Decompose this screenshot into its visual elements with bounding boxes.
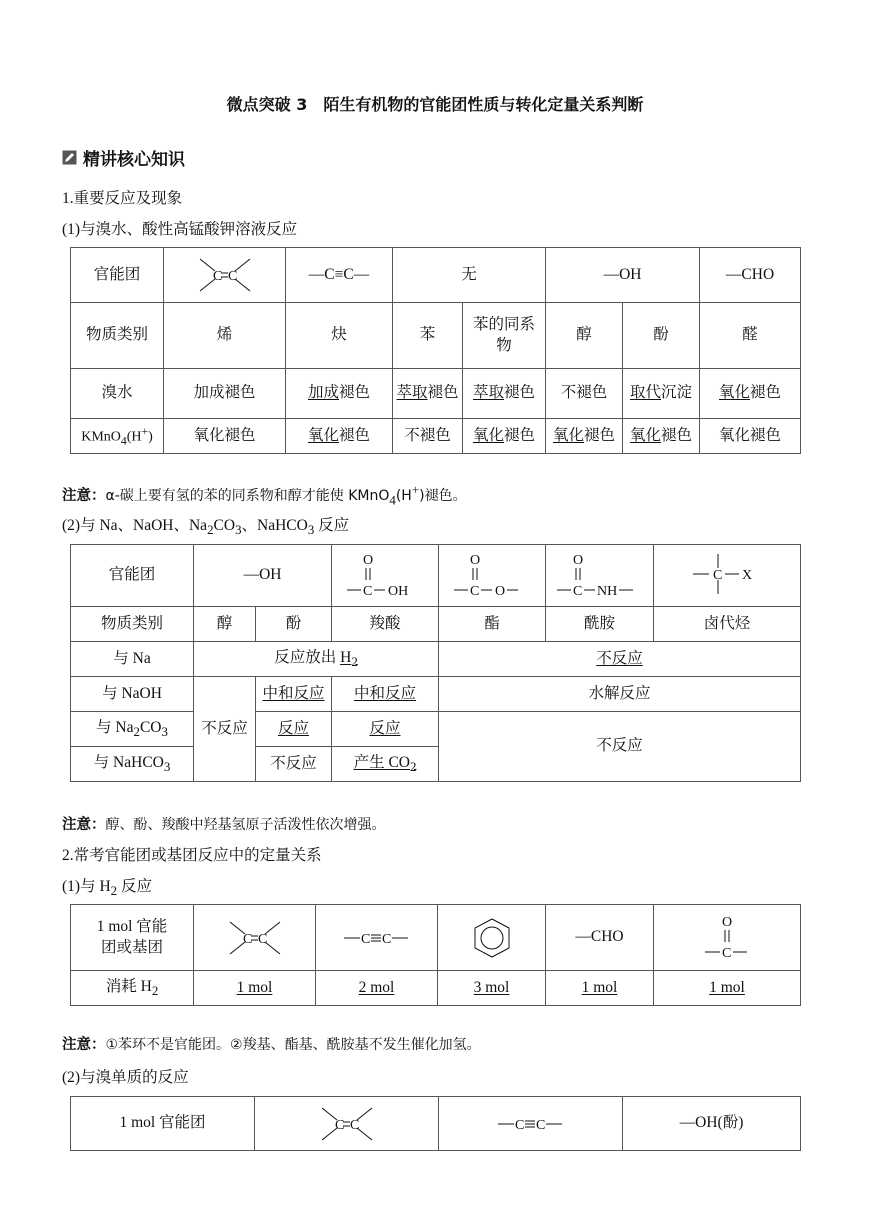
table-row [71, 677, 801, 712]
table-cell: 羧酸 [332, 607, 439, 642]
table-cell: 烯 [164, 303, 286, 369]
table-cell: 不反应 [439, 642, 801, 677]
amide-structure-cell [546, 545, 654, 607]
note-1: 注意：α-碳上要有氢的苯的同系物和醇才能使 KMnO$_4$(H+)褪色。 [62, 482, 467, 508]
svg-text:C: C [470, 583, 480, 599]
table-cell: 苯 [393, 303, 463, 369]
table-row [71, 419, 801, 454]
header-cell: 1 mol 官能团 [71, 1097, 255, 1151]
table-cell: 氧化褪色 [700, 419, 801, 454]
halide-group-icon [687, 550, 767, 602]
table-cell: 酚 [623, 303, 700, 369]
hydroxyl-cell: —OH [546, 248, 700, 303]
table-row [71, 303, 801, 369]
table-bromine-kmno4 [70, 247, 801, 454]
table-cell: 酰胺 [546, 607, 654, 642]
svg-text:NH: NH [596, 583, 617, 599]
alkyne-triple-bond-icon [496, 1114, 566, 1134]
header-cell: 消耗 $H_2$ [71, 971, 194, 1006]
svg-text:C: C [360, 931, 370, 947]
svg-text:O: O [495, 583, 506, 599]
paragraph-1: 1.重要反应及现象 [62, 190, 183, 207]
table-cell: 反应 [256, 712, 332, 747]
svg-text:C: C [722, 945, 732, 961]
table-row [71, 1097, 801, 1151]
aldehyde-cell: —CHO [546, 905, 654, 971]
svg-text:C: C [212, 269, 222, 284]
table-cell: 反应 [332, 712, 439, 747]
table-row [71, 712, 801, 747]
svg-text:C: C [535, 1117, 545, 1133]
paragraph-2-sub1: (1)与 $H_2$ 反应 [62, 878, 152, 899]
table-cell: 炔 [286, 303, 393, 369]
table-cell: 加成褪色 [286, 369, 393, 419]
svg-text:C: C [257, 931, 267, 947]
benzene-ring-icon [472, 916, 512, 960]
phenol-cell: —OH(酚) [623, 1097, 801, 1151]
header-cell: 官能团 [71, 248, 164, 303]
table-cell: 萃取褪色 [463, 369, 546, 419]
svg-text:C: C [334, 1117, 344, 1133]
alkyne-triple-bond-icon [342, 928, 412, 948]
svg-text:C: C [349, 1117, 359, 1133]
carboxyl-structure-cell [332, 545, 439, 607]
alkyne-structure-cell [439, 1097, 623, 1151]
header-cell: 物质类别 [71, 607, 194, 642]
header-cell: 官能团 [71, 545, 194, 607]
header-cell: KMnO$_4$(H+) [71, 419, 164, 454]
table-cell: 苯的同系物 [463, 303, 546, 369]
header-cell: 1 mol 官能 团或基团 [71, 905, 194, 971]
table-row [71, 607, 801, 642]
table-cell: 1 mol [654, 971, 801, 1006]
header-cell: 溴水 [71, 369, 164, 419]
paragraph-2-sub2: (2)与溴单质的反应 [62, 1069, 189, 1086]
aldehyde-cell: —CHO [700, 248, 801, 303]
amide-group-icon [555, 550, 645, 602]
table-row [71, 905, 801, 971]
table-cell: 1 mol [194, 971, 316, 1006]
svg-text:O: O [363, 552, 374, 568]
hydroxyl-cell: —OH [194, 545, 332, 607]
table-cell: 氧化褪色 [164, 419, 286, 454]
paragraph-1-sub2: (2)与 Na、NaOH、$Na_2CO_3$、NaHCO$_3$ 反应 [62, 517, 350, 538]
svg-text:X: X [742, 567, 753, 583]
carboxyl-group-icon [345, 550, 425, 602]
table-cell: 反应放出 $H_2$ [194, 642, 439, 677]
table-cell: 水解反应 [439, 677, 801, 712]
table-hydrogen [70, 904, 801, 1006]
svg-text:O: O [722, 914, 733, 930]
alkene-structure-cell [164, 248, 286, 303]
table-cell: 醛 [700, 303, 801, 369]
table-cell: 1 mol [546, 971, 654, 1006]
carbonyl-structure-cell [654, 905, 801, 971]
table-cell: 氧化褪色 [546, 419, 623, 454]
table-cell: 酚 [256, 607, 332, 642]
alkyne-cell: —C≡C— [286, 248, 393, 303]
table-cell: 不反应 [194, 677, 256, 782]
page-title: 微点突破 3 陌生有机物的官能团性质与转化定量关系判断 [226, 95, 644, 114]
svg-text:C: C [381, 931, 391, 947]
table-cell: 2 mol [316, 971, 438, 1006]
note-2: 注意：醇、酚、羧酸中羟基氢原子活泼性依次增强。 [62, 817, 386, 833]
halide-structure-cell [654, 545, 801, 607]
note-3: 注意：①苯环不是官能团。②羧基、酯基、酰胺基不发生催化加氢。 [62, 1037, 481, 1053]
svg-text:O: O [572, 552, 583, 568]
table-row [71, 369, 801, 419]
table-cell: 氧化褪色 [463, 419, 546, 454]
table-cell: 萃取褪色 [393, 369, 463, 419]
svg-text:C: C [572, 583, 582, 599]
table-cell: 产生 $CO_2$ [332, 747, 439, 782]
header-cell: 与 $Na_2CO_3$ [71, 712, 194, 747]
table-cell: 酯 [439, 607, 546, 642]
pencil-box-icon [62, 150, 77, 165]
benzene-ring-cell [438, 905, 546, 971]
table-bromine [70, 1096, 801, 1151]
table-na-naoh [70, 544, 801, 782]
table-row [71, 545, 801, 607]
alkyne-structure-cell [316, 905, 438, 971]
table-row [71, 971, 801, 1006]
alkene-double-bond-icon [220, 916, 290, 960]
table-cell: 中和反应 [332, 677, 439, 712]
table-cell: 不褪色 [546, 369, 623, 419]
table-cell: 醇 [546, 303, 623, 369]
svg-text:O: O [470, 552, 481, 568]
svg-text:C: C [363, 583, 373, 599]
table-cell: 中和反应 [256, 677, 332, 712]
svg-text:C: C [227, 269, 237, 284]
ester-group-icon [452, 550, 532, 602]
header-cell: 与 NaOH [71, 677, 194, 712]
svg-text:OH: OH [388, 583, 409, 599]
section-heading-text: 精讲核心知识 [83, 150, 185, 170]
carbonyl-group-icon [697, 912, 757, 964]
paragraph-2: 2.常考官能团或基团反应中的定量关系 [62, 847, 322, 864]
table-row [71, 642, 801, 677]
svg-text:C: C [713, 567, 723, 583]
alkene-double-bond-icon [312, 1102, 382, 1146]
alkene-structure-cell [255, 1097, 439, 1151]
alkene-structure-cell [194, 905, 316, 971]
table-cell: 醇 [194, 607, 256, 642]
svg-text:C: C [514, 1117, 524, 1133]
table-cell: 加成褪色 [164, 369, 286, 419]
none-cell: 无 [393, 248, 546, 303]
svg-text:C: C [242, 931, 252, 947]
table-cell: 氧化褪色 [623, 419, 700, 454]
ester-structure-cell [439, 545, 546, 607]
table-cell: 不褪色 [393, 419, 463, 454]
header-cell: 物质类别 [71, 303, 164, 369]
table-cell: 卤代烃 [654, 607, 801, 642]
table-cell: 氧化褪色 [286, 419, 393, 454]
header-cell: 与 NaHCO$_3$ [71, 747, 194, 782]
table-cell: 不反应 [256, 747, 332, 782]
table-row [71, 248, 801, 303]
table-cell: 取代沉淀 [623, 369, 700, 419]
table-cell: 不反应 [439, 712, 801, 782]
paragraph-1-sub1: (1)与溴水、酸性高锰酸钾溶液反应 [62, 221, 298, 238]
table-cell: 氧化褪色 [700, 369, 801, 419]
table-cell: 3 mol [438, 971, 546, 1006]
section-heading [62, 145, 185, 170]
alkene-double-bond-icon [190, 253, 260, 297]
header-cell: 与 Na [71, 642, 194, 677]
